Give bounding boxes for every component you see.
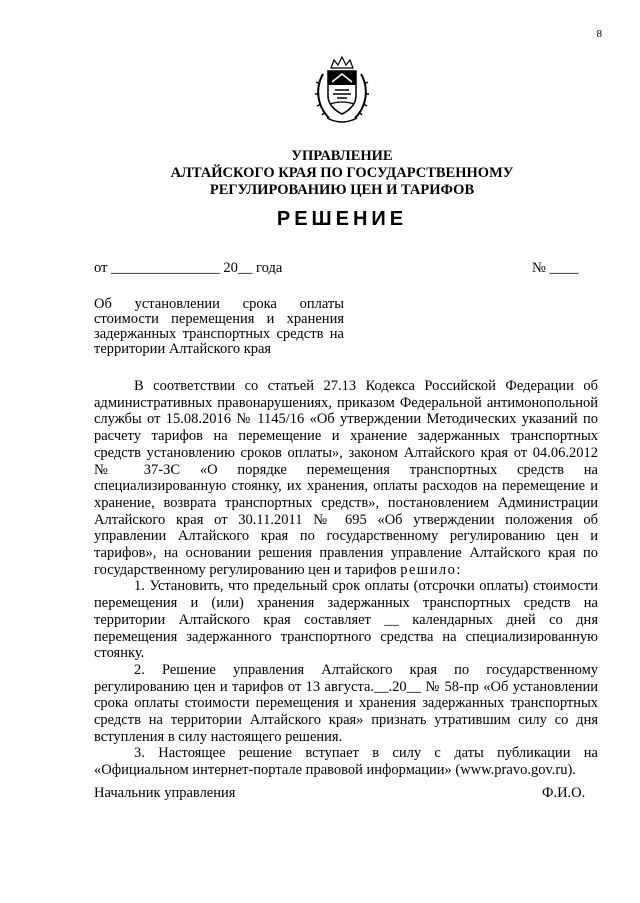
coat-of-arms-emblem (313, 54, 371, 126)
resolved-word: решило: (400, 561, 462, 578)
signatory-name: Ф.И.О. (542, 785, 586, 801)
signatory-title: Начальник управления (94, 785, 236, 801)
number-line: № ____ (532, 260, 579, 276)
item-1: 1. Установить, что предельный срок оплаты (отсрочки оплаты) стоимости перемещения и (или) хранения задержанных транспортных средств на территории Алтайского края составляет __ календарных дней со дня перемещения задержанного транспортного средства на специализированную стоянку. (94, 578, 598, 662)
preamble-text: В соответствии со статьей 27.13 Кодекса Российской Федерации об административных правонарушениях, приказом Федеральной антимонопольной службы от 15.08.2016 № 1145/16 «Об утверждении Методических указаний по расчету тарифов на перемещение и хранение задержанных транспортных средств установлению сроков оплаты», законом Алтайского края от 04.06.2012 № 37-ЗС «О порядке перемещения транспортных средств на специализированную стоянку, их хранения, оплаты расходов на перемещение и хранение, возврата транспортных средств», постановлением Администрации Алтайского края от 30.11.2011 № 695 «Об утверждении положения об управлении Алтайского края по государственному регулированию цен и тарифов», на основании решения правления управление Алтайского края по государственному регулированию цен и тарифов (94, 378, 598, 578)
document-body (94, 378, 598, 779)
org-line-2: АЛТАЙСКОГО КРАЯ ПО ГОСУДАРСТВЕННОМУ (170, 165, 514, 181)
page-number: 8 (596, 28, 602, 40)
document-subject: Об установлении срока оплаты стоимости перемещения и хранения задержанных транспортных средств на территории Алтайского края (94, 296, 344, 357)
org-line-3: РЕГУЛИРОВАНИЮ ЦЕН И ТАРИФОВ (209, 182, 475, 198)
date-line: от _______________ 20__ года (94, 260, 283, 276)
preamble-paragraph (94, 378, 598, 578)
item-3: 3. Настоящее решение вступает в силу с даты публикации на «Официальном интернет-портале правовой информации» (www.pravo.gov.ru). (94, 745, 598, 779)
organization-header (0, 148, 640, 199)
org-line-1: УПРАВЛЕНИЕ (291, 148, 393, 164)
document-type-title: РЕШЕНИЕ (276, 208, 408, 230)
item-2: 2. Решение управления Алтайского края по государственному регулированию цен и тарифов от 13 августа.__.20__ № 58-пр «Об установлении срока оплаты стоимости перемещения и хранения задержанных транспортных средств на территории Алтайского края» признать утратившим силу со дня вступления в силу настоящего решения. (94, 661, 598, 745)
